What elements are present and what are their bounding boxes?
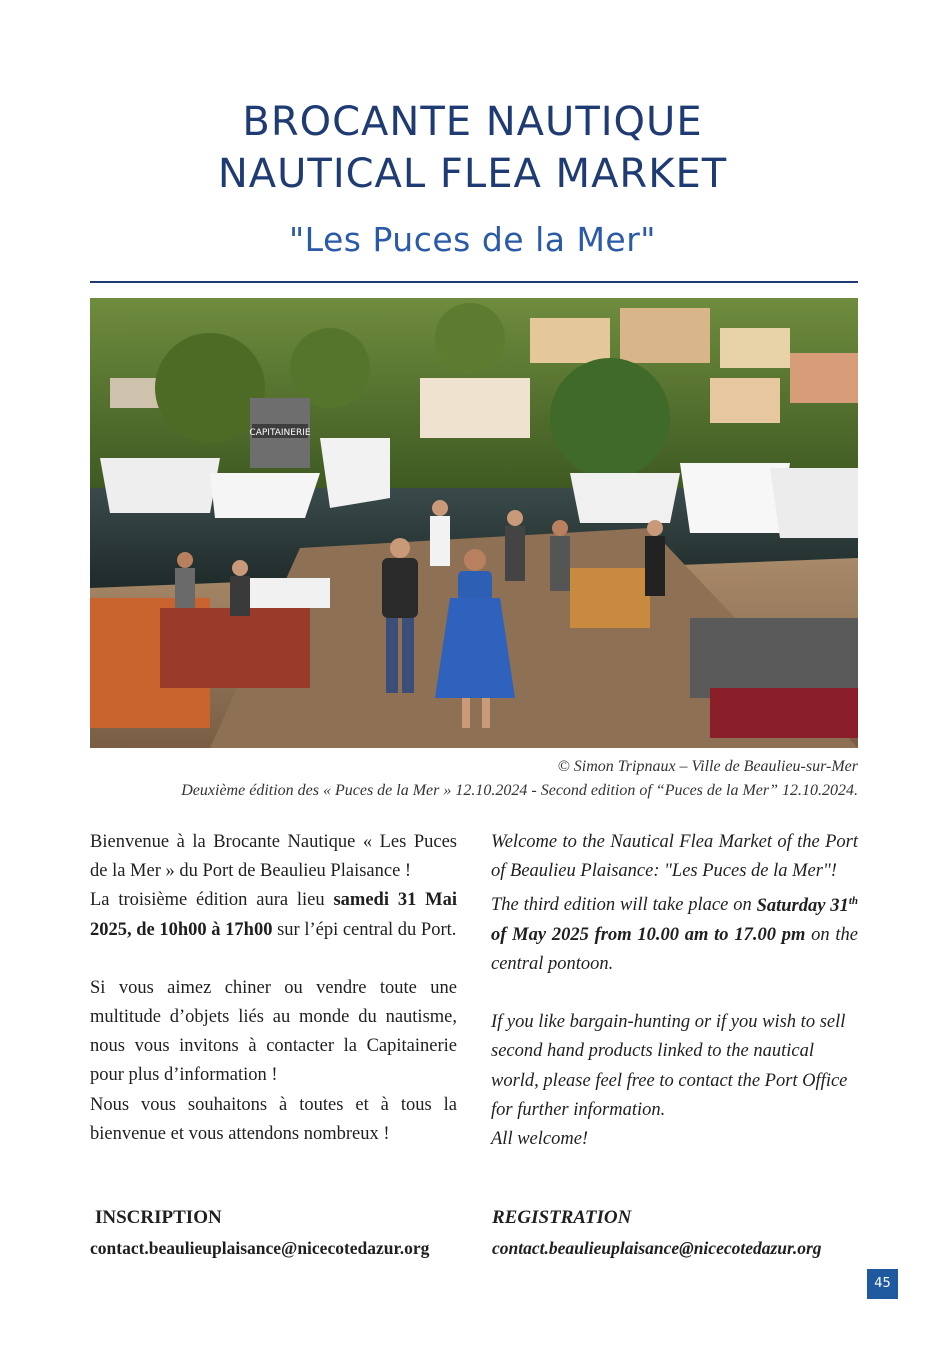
title-divider	[90, 281, 858, 283]
fr-edition	[90, 886, 457, 944]
en-closing: All welcome!	[491, 1128, 589, 1149]
photo-credit: © Simon Tripnaux – Ville de Beaulieu-sur-Mer	[557, 758, 858, 775]
page-number: 45	[867, 1269, 898, 1299]
en-date-part2: of May 2025 from 10.00 am to 17.00 pm	[491, 924, 806, 945]
fr-closing: Nous vous souhaitons à toutes et à tous la bienvenue et vous attendons nombreux !	[90, 1094, 457, 1144]
registration-heading: REGISTRATION	[492, 1207, 632, 1228]
capitainerie-sign: CAPITAINERIE	[249, 428, 311, 438]
fr-edition-location: sur l’épi central du Port.	[272, 919, 457, 940]
en-welcome: Welcome to the Nautical Flea Market of the Port of Beaulieu Plaisance: "Les Puces de la Mer"!	[491, 832, 858, 882]
english-column	[491, 828, 858, 1154]
fr-welcome: Bienvenue à la Brocante Nautique « Les Puces de la Mer » du Port de Beaulieu Plaisance !	[90, 832, 457, 882]
en-invitation: If you like bargain-hunting or if you wish to sell second hand products linked to the nautical world, please feel free to contact the Port Office for further information.	[491, 1012, 848, 1120]
en-edition-location: on the central pontoon.	[491, 924, 858, 974]
contact-email-en[interactable]: contact.beaulieuplaisance@nicecotedazur.org	[492, 1238, 822, 1258]
photo-caption: Deuxième édition des « Puces de la Mer » 12.10.2024 - Second edition of “Puces de la Mer” 12.10.2024.	[181, 782, 858, 799]
french-column	[90, 828, 457, 1149]
en-date-part1: Saturday 31	[756, 895, 849, 916]
contact-email-fr[interactable]: contact.beaulieuplaisance@nicecotedazur.org	[90, 1238, 430, 1258]
title-line-2: NAUTICAL FLEA MARKET	[217, 151, 728, 197]
en-date-suffix: th	[848, 894, 858, 907]
flea-market-photo	[90, 298, 858, 748]
fr-edition-text: La troisième édition aura lieu	[90, 890, 334, 911]
en-edition-text: The third edition will take place on	[491, 895, 757, 916]
fr-invitation: Si vous aimez chiner ou vendre toute une multitude d’objets liés au monde du nautisme, nous vous invitons à contacter la Capitainerie pour plus d’information !	[90, 977, 457, 1086]
fr-edition-date: samedi 31 Mai 2025, de 10h00 à 17h00	[90, 890, 458, 940]
inscription-heading: INSCRIPTION	[95, 1207, 222, 1228]
subtitle: "Les Puces de la Mer"	[289, 220, 656, 259]
en-edition	[491, 886, 858, 979]
title-line-1: BROCANTE NAUTIQUE	[242, 99, 703, 145]
